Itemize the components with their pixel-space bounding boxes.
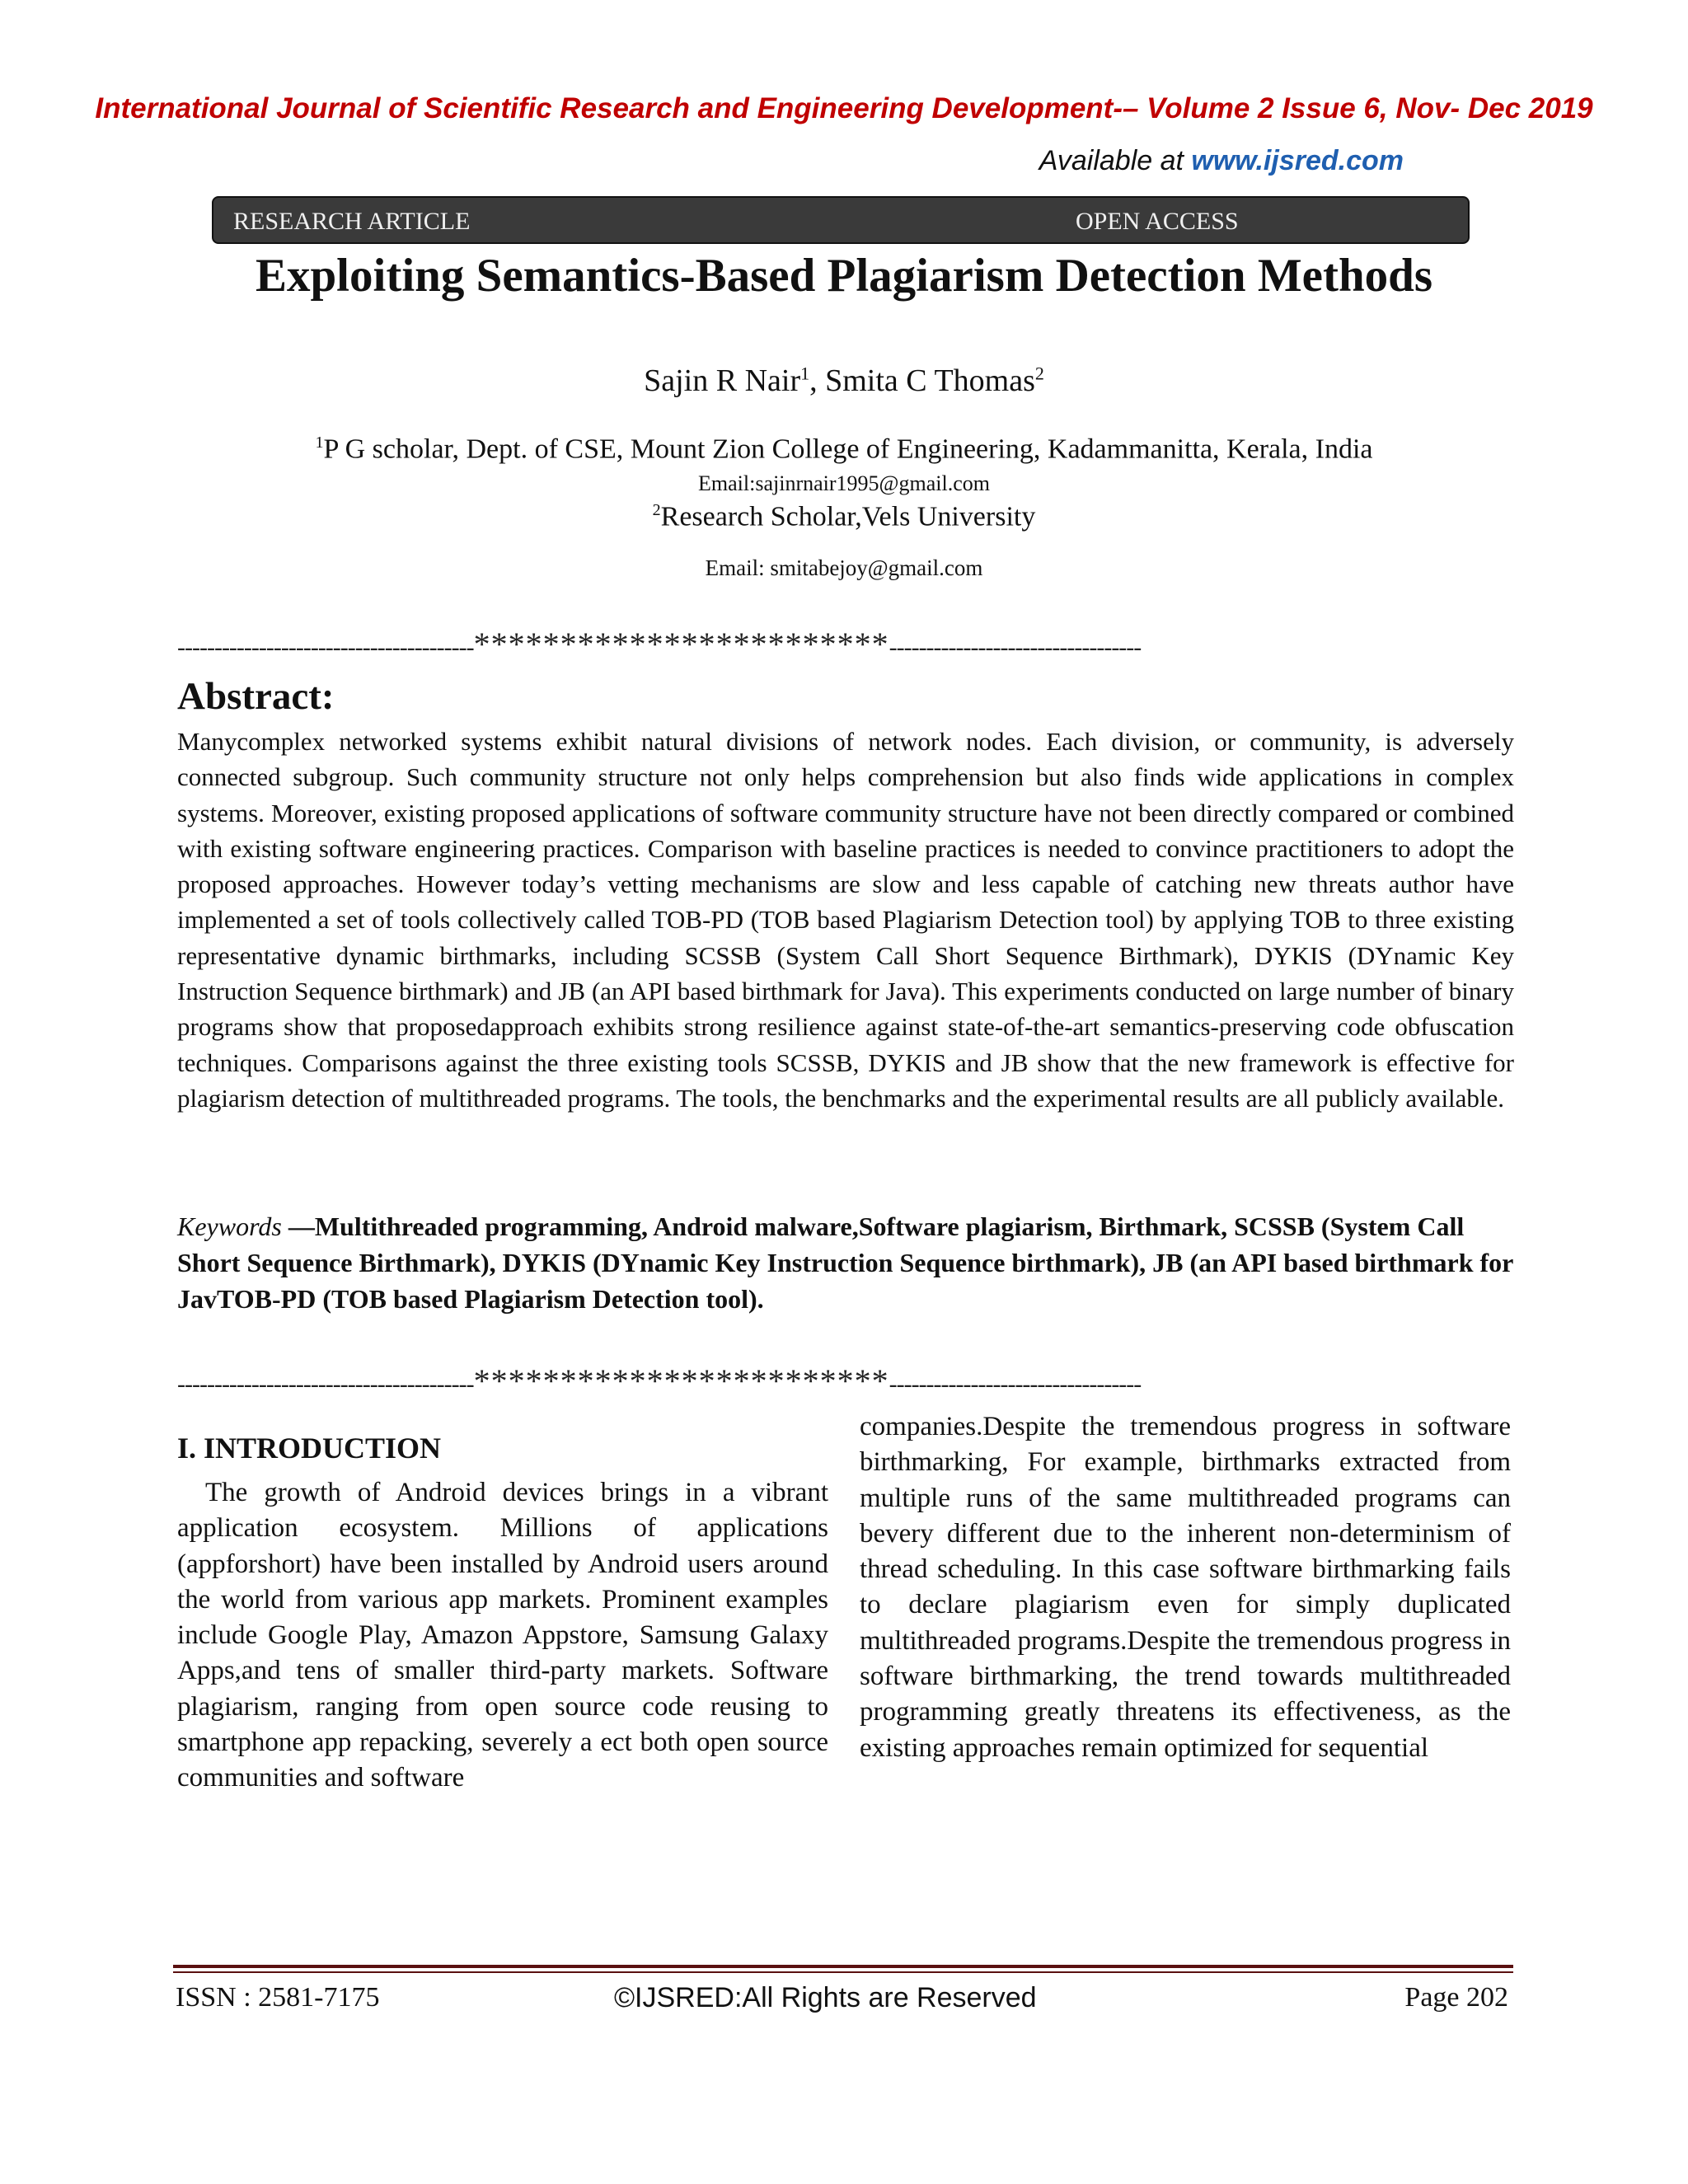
affiliation-1	[0, 434, 1688, 465]
separator-top	[177, 625, 1504, 658]
separator-stars: ************************	[473, 1362, 889, 1394]
affiliation-2-text: Research Scholar,Vels University	[660, 501, 1036, 532]
keywords-text: —Multithreaded programming, Android malware,Software plagiarism, Birthmark, SCSSB (System Call Short Sequence Birthmark), DYKIS (DYnamic Key Instruction Sequence birthmark), JB (an API based birthmark for JavTOB-PD (TOB based Plagiarism Detection tool).	[177, 1212, 1513, 1314]
affiliation-1-sup: 1	[315, 434, 324, 452]
journal-url-link[interactable]: www.ijsred.com	[1191, 145, 1404, 176]
keywords-label: Keywords	[177, 1212, 282, 1241]
affiliation-2	[0, 501, 1688, 532]
separator-dashes-left: ----------------------------------------	[177, 634, 474, 658]
footer-rule	[173, 1965, 1513, 1968]
author-line	[0, 363, 1688, 399]
separator-dashes-left: ----------------------------------------	[177, 1371, 474, 1394]
author-1-sup: 1	[800, 363, 810, 384]
journal-header: International Journal of Scientific Research and Engineering Development-– Volume 2 Issue 6, Nov- Dec 2019	[95, 92, 1593, 124]
email-1: Email:sajinrnair1995@gmail.com	[698, 471, 990, 495]
separator-dashes-right: ----------------------------------	[889, 634, 1142, 658]
paper-title: Exploiting Semantics-Based Plagiarism Detection Methods	[255, 250, 1433, 302]
introduction-left-column: The growth of Android devices brings in a vibrant application ecosystem. Millions of applications (appforshort) have been installed by Android users around the world from various app markets. Prominent examples include Google Play, Amazon Appstore, Samsung Galaxy Apps,and tens of smaller third-party markets. Software plagiarism, ranging from open source code reusing to smartphone app repacking, severely a ect both open source communities and software	[177, 1478, 828, 1793]
availability-line	[1039, 145, 1404, 177]
email-2: Email: smitabejoy@gmail.com	[705, 555, 983, 580]
introduction-heading: I. INTRODUCTION	[177, 1432, 442, 1465]
author-2-sup: 2	[1034, 363, 1044, 384]
footer-rule-thin	[173, 1971, 1513, 1973]
footer-copyright: ©IJSRED:All Rights are Reserved	[614, 1982, 1037, 2013]
introduction-right-column: companies.Despite the tremendous progress in software birthmarking, For example, birthmarks extracted from multiple runs of the same multithreaded programs can bevery different due to the inherent non-determinism of thread scheduling. In this case software birthmarking fails to declare plagiarism even for simply duplicated multithreaded programs.Despite the tremendous progress in software birthmarking, the trend towards multithreaded programming greatly threatens its effectiveness, as the existing approaches remain optimized for sequential	[860, 1412, 1511, 1763]
author-2: Smita C Thomas	[825, 363, 1035, 398]
keywords-block	[177, 1208, 1514, 1317]
affiliation-1-text: P G scholar, Dept. of CSE, Mount Zion College of Engineering, Kadammanitta, Kerala, India	[323, 434, 1373, 465]
separator-stars: ************************	[473, 626, 889, 658]
footer-issn: ISSN : 2581-7175	[176, 1982, 380, 2013]
available-prefix: Available at	[1039, 145, 1192, 176]
research-article-label: RESEARCH ARTICLE	[233, 208, 471, 235]
abstract-text: Manycomplex networked systems exhibit natural divisions of network nodes. Each division, or community, is adversely connected subgroup. Such community structure not only helps comprehension but also finds wide applications in complex systems. Moreover, existing proposed applications of software community structure have not been directly compared or combined with existing software engineering practices. Comparison with baseline practices is needed to convince practitioners to adopt the proposed approaches. However today’s vetting mechanisms are slow and less capable of catching new threats author have implemented a set of tools collectively called TOB-PD (TOB based Plagiarism Detection tool) by applying TOB to three existing representative dynamic birthmarks, including SCSSB (System Call Short Sequence Birthmark), DYKIS (DYnamic Key Instruction Sequence birthmark) and JB (an API based birthmark for Java). This experiments conducted on large number of binary programs show that proposedapproach exhibits strong resilience against state-of-the-art semantics-preserving code obfuscation techniques. Comparisons against the three existing tools SCSSB, DYKIS and JB show that the new framework is effective for plagiarism detection of multithreaded programs. The tools, the benchmarks and the experimental results are all publicly available.	[177, 727, 1514, 1113]
footer-page-number: Page 202	[1404, 1982, 1508, 2013]
author-1: Sajin R Nair	[644, 363, 801, 398]
abstract-heading: Abstract:	[177, 675, 335, 718]
affiliation-2-sup: 2	[652, 501, 661, 519]
separator-bottom	[177, 1361, 1504, 1394]
separator-dashes-right: ----------------------------------	[889, 1371, 1142, 1394]
author-separator: ,	[809, 363, 826, 398]
article-type-banner	[212, 196, 1470, 244]
open-access-label: OPEN ACCESS	[1076, 208, 1239, 235]
